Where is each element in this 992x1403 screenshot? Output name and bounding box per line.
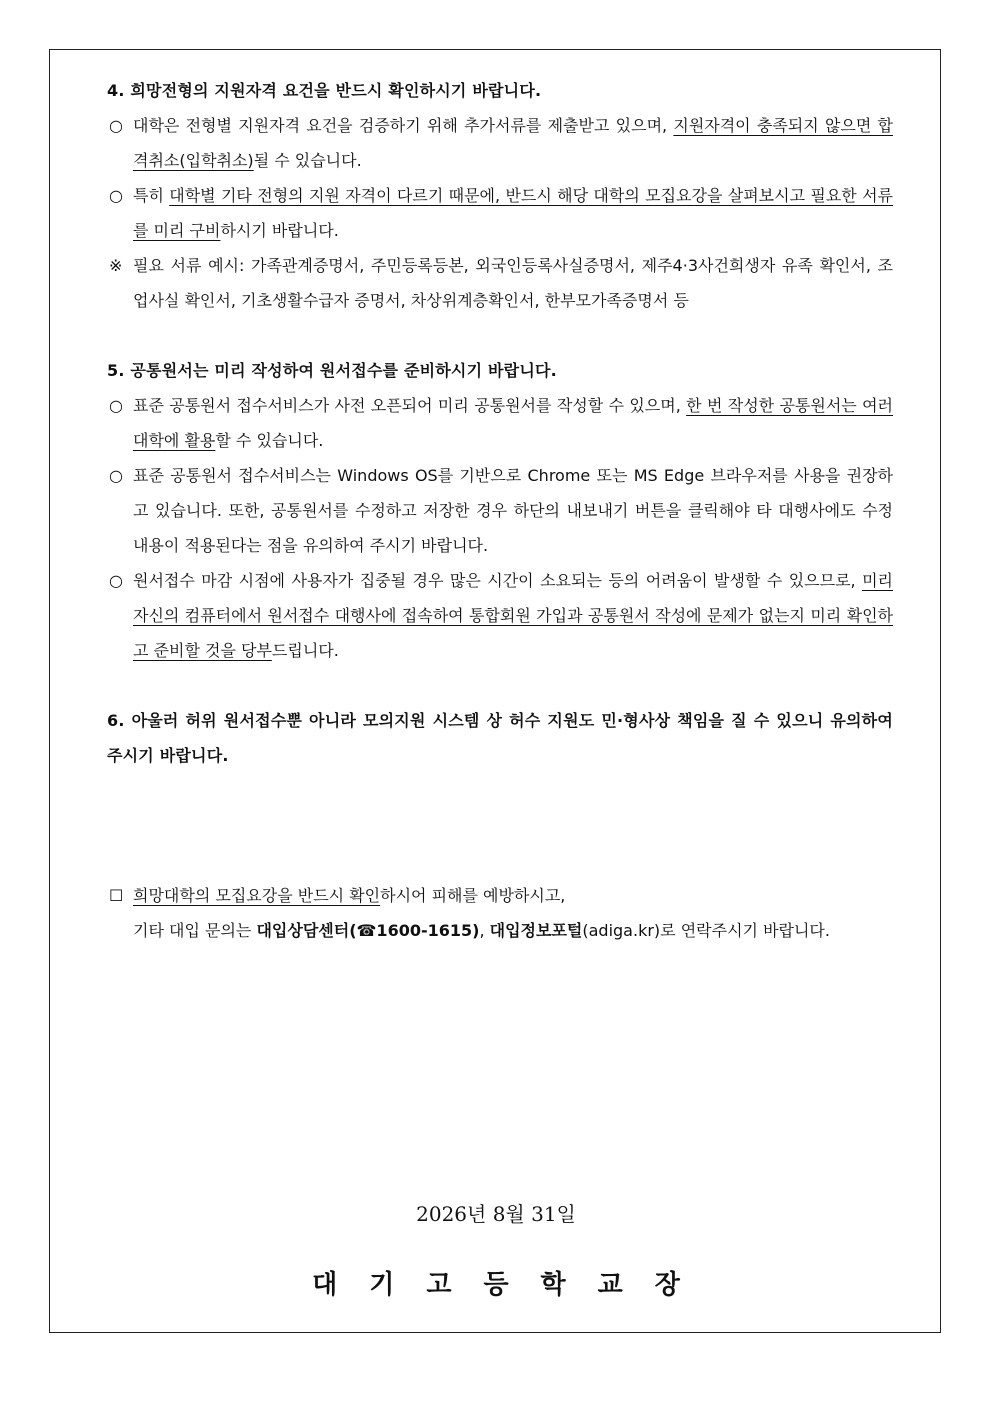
reference-mark-icon: ※ [109, 256, 123, 275]
section-6-text: 6. 아울러 허위 원서접수뿐 아니라 모의지원 시스템 상 허수 지원도 민·형사상 책임을 질 수 있으니 유의하여 주시기 바랍니다. [107, 711, 893, 765]
document-body [107, 73, 893, 948]
text-run: 드립니다. [271, 641, 339, 660]
school-principal-signature: 대기고등학교장 [312, 1270, 712, 1300]
circle-bullet-icon: ○ [109, 186, 123, 205]
section-4-note [107, 248, 893, 318]
text-run: 할 수 있습니다. [215, 431, 324, 450]
circle-bullet-icon: ○ [109, 466, 123, 485]
underlined-text: 대학별 기타 전형의 지원 자격이 다르기 때문에, 반드시 해당 대학의 모집요강을 살펴보시고 필요한 서류를 미리 구비 [133, 186, 894, 240]
note-text: 필요 서류 예시: 가족관계증명서, 주민등록등본, 외국인등록사실증명서, 제주4·3사건희생자 유족 확인서, 조업사실 확인서, 기초생활수급자 증명서, 차상위계층확인서, 한부모가족증명서 등 [133, 256, 893, 310]
circle-bullet-icon: ○ [109, 396, 123, 415]
underlined-text: 희망대학의 모집요강을 반드시 확인 [133, 886, 381, 905]
text-run: 대학은 전형별 지원자격 요건을 검증하기 위해 추가서류를 제출받고 있으며, [133, 116, 674, 135]
spacer [107, 668, 893, 703]
spacer [107, 318, 893, 353]
underlined-text: 한 번 작성한 공통원서는 여러 대학에 활용 [133, 396, 893, 450]
section-4-heading: 4. 희망전형의 지원자격 요건을 반드시 확인하시기 바랍니다. [107, 81, 542, 100]
contact-text [133, 913, 893, 948]
text-run: , [479, 921, 490, 940]
text-run: 원서접수 마감 시점에 사용자가 집중될 경우 많은 시간이 소요되는 등의 어려움이 발생할 수 있으므로, [133, 571, 863, 590]
bullet-text [133, 563, 893, 668]
text-run: 기타 대입 문의는 [133, 921, 257, 940]
text-run: 될 수 있습니다. [253, 151, 362, 170]
text-run: 하시어 피해를 예방하시고, [380, 886, 566, 905]
section-5-heading: 5. 공통원서는 미리 작성하여 원서접수를 준비하시기 바랍니다. [107, 361, 557, 380]
underlined-text: 미리 자신의 컴퓨터에서 원서접수 대행사에 접속하여 통합회원 가입과 공통원서 작성에 문제가 없는지 미리 확인하고 준비할 것을 당부 [133, 571, 893, 660]
counseling-center: 대입상담센터(☎1600-1615) [256, 921, 480, 940]
indent-spacer [107, 913, 133, 948]
section-6-heading [107, 703, 893, 773]
bullet-text [133, 388, 893, 458]
text-run: 특히 [133, 186, 170, 205]
text-run: 하시기 바랍니다. [220, 221, 339, 240]
bullet-text [133, 108, 893, 178]
underlined-text: 지원자격이 충족되지 않으면 합격취소(입학취소) [133, 116, 893, 170]
circle-bullet-icon: ○ [109, 116, 123, 135]
circle-bullet-icon: ○ [109, 571, 123, 590]
bullet-text: 표준 공통원서 접수서비스는 Windows OS를 기반으로 Chrome 또는 MS Edge 브라우저를 사용을 권장하고 있습니다. 또한, 공통원서를 수정하고 저장한 경우 하단의 내보내기 버튼을 클릭해야 타 대행사에도 수정 내용이 적용된다는 점을 유의하여 주시기 바랍니다. [133, 466, 893, 555]
checkbox-square-icon: ☐ [109, 886, 124, 905]
bullet-text [133, 178, 893, 248]
text-run: 표준 공통원서 접수서비스가 사전 오픈되어 미리 공통원서를 작성할 수 있으며, [133, 396, 687, 415]
section-4-bullet-1 [107, 108, 893, 178]
section-5-bullet-3 [107, 563, 893, 668]
document-date: 2026년 8월 31일 [416, 1202, 576, 1226]
closing-line-2 [107, 913, 893, 948]
section-4-bullet-2 [107, 178, 893, 248]
closing-text [133, 878, 893, 913]
text-run: (adiga.kr)로 연락주시기 바랍니다. [582, 921, 830, 940]
spacer [107, 773, 893, 878]
info-portal: 대입정보포털 [489, 921, 583, 940]
section-5-bullet-2 [107, 458, 893, 563]
closing-line-1 [107, 878, 893, 913]
section-5-bullet-1 [107, 388, 893, 458]
